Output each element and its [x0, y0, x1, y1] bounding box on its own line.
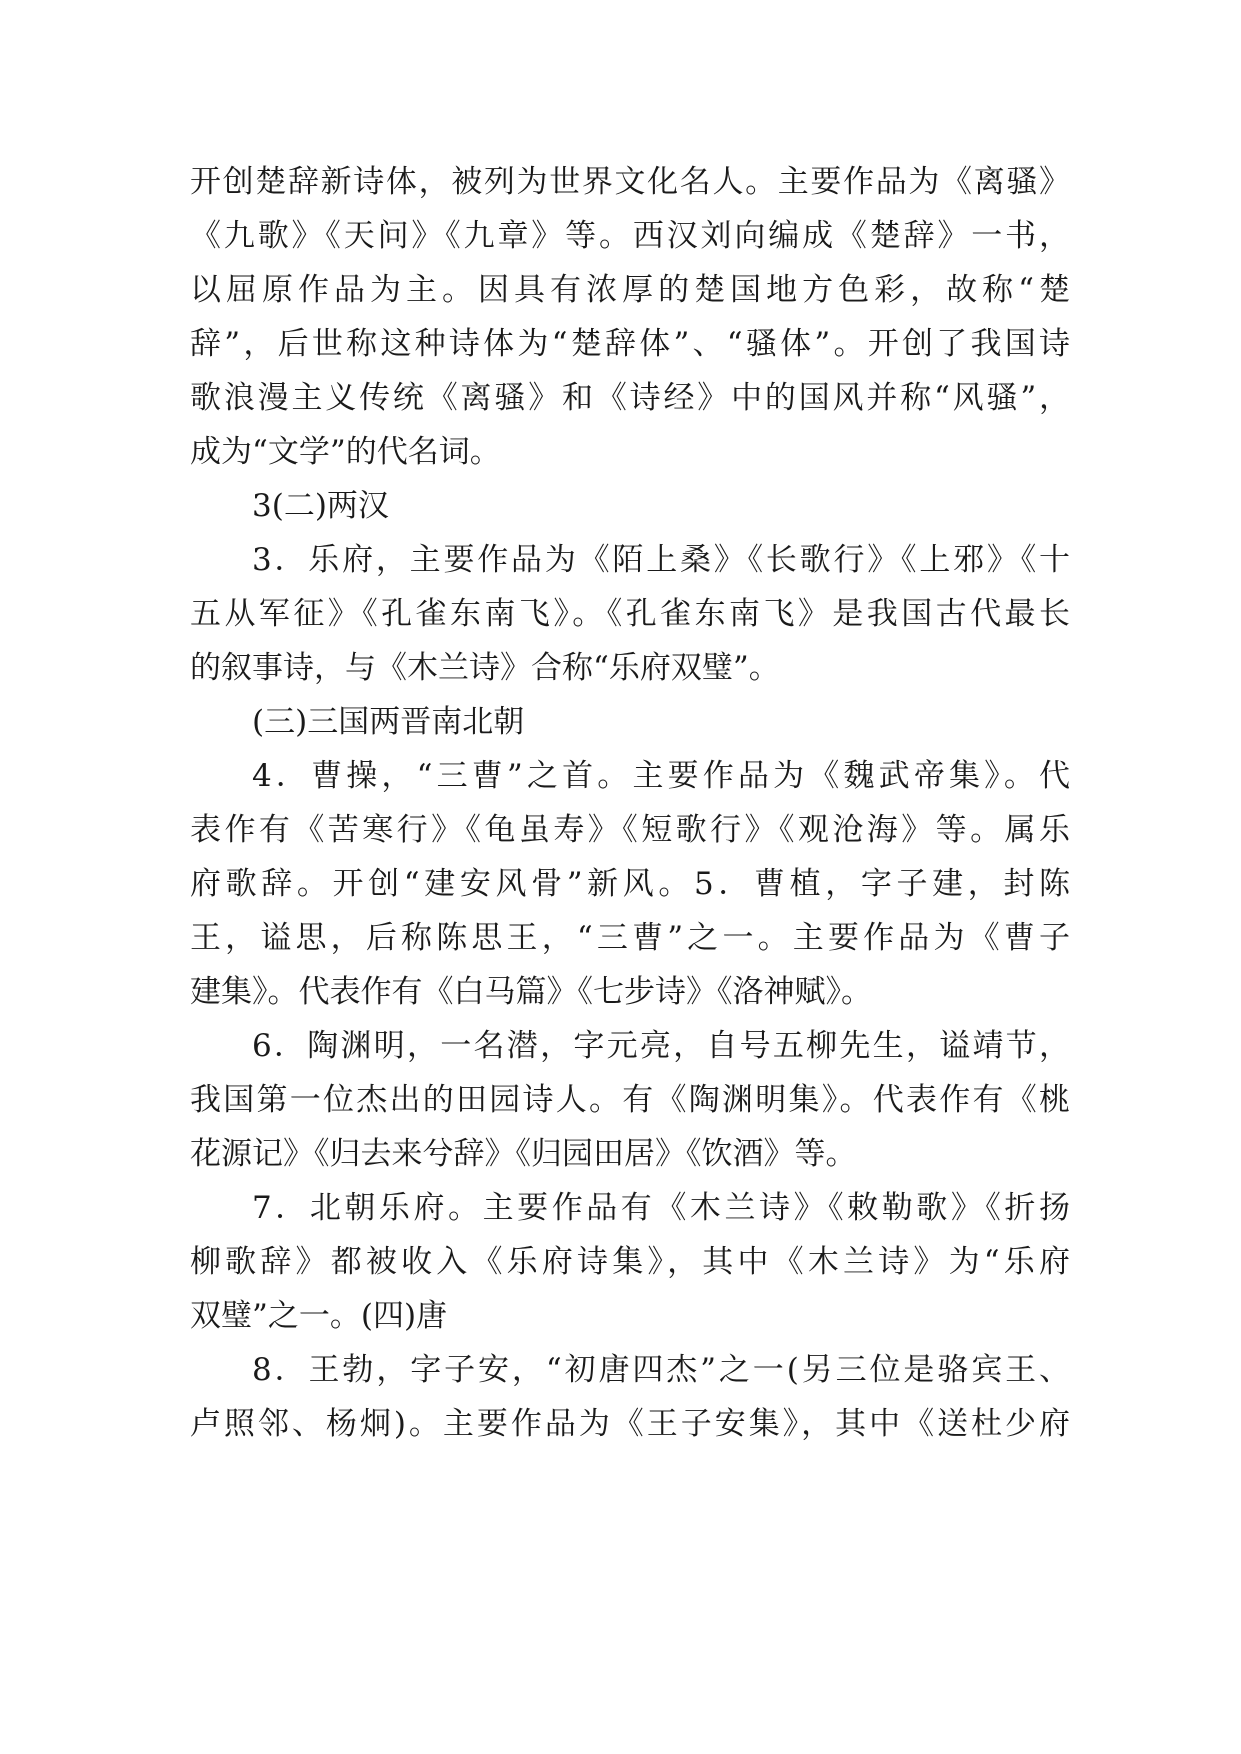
text-line: 卢照邻、杨炯)。主要作品为《王子安集》，其中《送杜少府	[190, 1406, 1070, 1442]
text-line: 以屈原作品为主。因具有浓厚的楚国地方色彩，故称“楚	[190, 272, 1070, 308]
text-line: 的叙事诗，与《木兰诗》合称“乐府双璧”。	[190, 650, 780, 686]
text-line: 双璧”之一。(四)唐	[190, 1298, 448, 1334]
text-line: 建集》。代表作有《白马篇》《七步诗》《洛神赋》。	[190, 974, 872, 1010]
text-line: 8．王勃，字子安，“初唐四杰”之一(另三位是骆宾王、	[252, 1352, 1070, 1388]
text-line: 我国第一位杰出的田园诗人。有《陶渊明集》。代表作有《桃	[190, 1082, 1070, 1118]
text-line: 成为“文学”的代名词。	[190, 434, 501, 470]
section-heading: 3(二)两汉	[252, 488, 389, 524]
text-line: 6．陶渊明，一名潜，字元亮，自号五柳先生，谥靖节，	[252, 1028, 1070, 1064]
text-line: 五从军征》《孔雀东南飞》。《孔雀东南飞》是我国古代最长	[190, 596, 1070, 632]
text-line: 开创楚辞新诗体，被列为世界文化名人。主要作品为《离骚》	[190, 164, 1070, 200]
text-line: 3．乐府，主要作品为《陌上桑》《长歌行》《上邪》《十	[252, 542, 1070, 578]
text-line: 《九歌》《天问》《九章》等。西汉刘向编成《楚辞》一书，	[190, 218, 1070, 254]
text-line: 王，谥思，后称陈思王，“三曹”之一。主要作品为《曹子	[190, 920, 1070, 956]
section-heading: (三)三国两晋南北朝	[252, 704, 525, 740]
text-line: 7．北朝乐府。主要作品有《木兰诗》《敕勒歌》《折扬	[252, 1190, 1070, 1226]
text-line: 4．曹操，“三曹”之首。主要作品为《魏武帝集》。代	[252, 758, 1070, 794]
text-line: 府歌辞。开创“建安风骨”新风。5．曹植，字子建，封陈	[190, 866, 1070, 902]
text-line: 歌浪漫主义传统《离骚》和《诗经》中的国风并称“风骚”，	[190, 380, 1070, 416]
text-line: 表作有《苦寒行》《龟虽寿》《短歌行》《观沧海》等。属乐	[190, 812, 1070, 848]
text-line: 柳歌辞》都被收入《乐府诗集》，其中《木兰诗》为“乐府	[190, 1244, 1070, 1280]
text-line: 花源记》《归去来兮辞》《归园田居》《饮酒》等。	[190, 1136, 857, 1172]
text-line: 辞”，后世称这种诗体为“楚辞体”、“骚体”。开创了我国诗	[190, 326, 1070, 362]
